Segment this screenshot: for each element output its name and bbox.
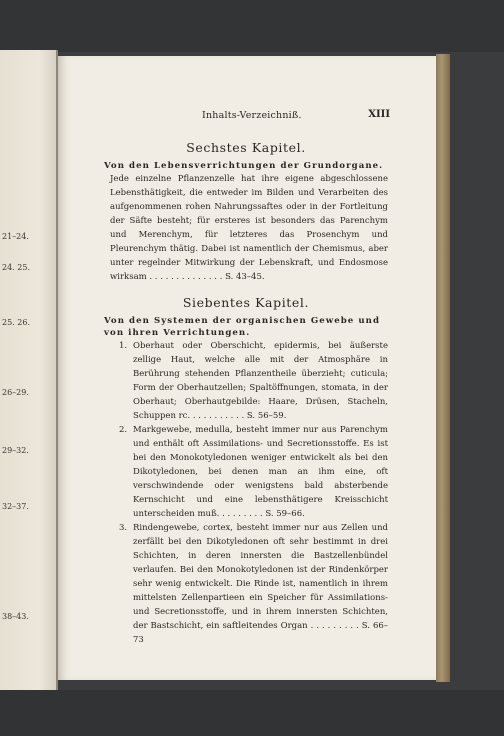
- page-reference: S. 59–66.: [265, 509, 305, 519]
- running-title: Inhalts-Verzeichniß.: [202, 110, 302, 121]
- left-page-number: 32–37.: [2, 502, 29, 511]
- left-page-number: 25. 26.: [2, 318, 30, 327]
- left-page-numbers: [0, 50, 56, 690]
- left-page-number: 38–43.: [2, 612, 29, 621]
- list-item: [104, 339, 388, 423]
- page-reference: S. 43–45.: [225, 272, 265, 282]
- left-page-number: 29–32.: [2, 446, 29, 455]
- item-number: 1.: [119, 341, 128, 351]
- leader-dots: . . . . . . . . . .: [192, 411, 245, 421]
- list-item: [104, 521, 388, 647]
- chapter-heading: Sechstes Kapitel.: [186, 140, 306, 155]
- item-text: Markgewebe, medulla, besteht immer nur aus Parenchym und enthält oft Assimilations- und Secretionsstoffe. Es ist bei den Monokotyledonen weniger entwickelt als bei den Dikotyledonen, bei denen man an ihm eine, oft verschwindende oder wenigstens bald absterbende Kernschicht und eine lebensthätigere Kreisschicht unterscheiden muß.: [133, 425, 388, 519]
- item-text: Oberhaut oder Oberschicht, epidermis, bei äußerste zellige Haut, welche alle mit der Atmosphäre in Berührung stehenden Pflanzentheile überzieht; cuticula; Form der Oberhautzellen; Spaltöffnungen, stomata, in der Oberhaut; Oberhautgebilde: Haare, Drüsen, Stacheln, Schuppen rc.: [133, 341, 388, 421]
- page-content: [104, 110, 388, 647]
- page-number: XIII: [368, 109, 390, 120]
- chapter-summary: [104, 172, 388, 284]
- leader-dots: . . . . . . . . . . . . . .: [149, 272, 223, 282]
- item-text: Rindengewebe, cortex, besteht immer nur aus Zellen und zerfällt bei den Dikotyledonen oft sehr bestimmt in drei Schichten, in deren innersten die Bastzellenbündel verlaufen. Bei den Monokotyledonen ist der Rindenkörper sehr wenig entwickelt. Die Rinde ist, namentlich in ihrem mittelsten Zellenpartieen ein Speicher für Assimilations- und Secretionsstoffe, und in ihrem innersten Schichten, der Bastschicht, ein saftleitendes Organ: [133, 523, 388, 631]
- page-reference: S. 66–73: [133, 621, 389, 645]
- chapter-heading: Siebentes Kapitel.: [182, 295, 310, 310]
- background-top: [0, 0, 504, 52]
- item-number: 3.: [119, 523, 128, 533]
- book-cover-edge: [436, 54, 450, 682]
- left-page-number: 24. 25.: [2, 263, 30, 272]
- left-page-number: 26–29.: [2, 388, 29, 397]
- running-header: [104, 110, 388, 126]
- section-title: Von den Systemen der organischen Gewebe und von ihren Verrichtungen.: [104, 316, 381, 338]
- background-bottom: [0, 690, 504, 736]
- left-page-number: 21–24.: [2, 232, 29, 241]
- leader-dots: . . . . . . . . .: [310, 621, 359, 631]
- leader-dots: . . . . . . . .: [222, 509, 263, 519]
- summary-text: Jede einzelne Pflanzenzelle hat ihre eigene abgeschlossene Lebensthätigkeit, die entweder im Bilden und Verarbeiten des aufgenommenen rohen Nahrungssaftes oder in der Fortleitung der Säfte besteht; für ersteres ist besonders das Parenchym und Merenchym, für letzteres das Prosenchym und Pleurenchym thätig. Dabei ist namentlich der Chemismus, aber unter regelnder Mitwirkung der Lebenskraft, und Endosmose wirksam: [110, 174, 388, 282]
- list-item: [104, 423, 388, 521]
- item-number: 2.: [119, 425, 128, 435]
- left-page: [0, 50, 58, 690]
- page-reference: S. 56–59.: [246, 411, 287, 421]
- section-title: Von den Lebensverrichtungen der Grundorgane.: [104, 161, 384, 171]
